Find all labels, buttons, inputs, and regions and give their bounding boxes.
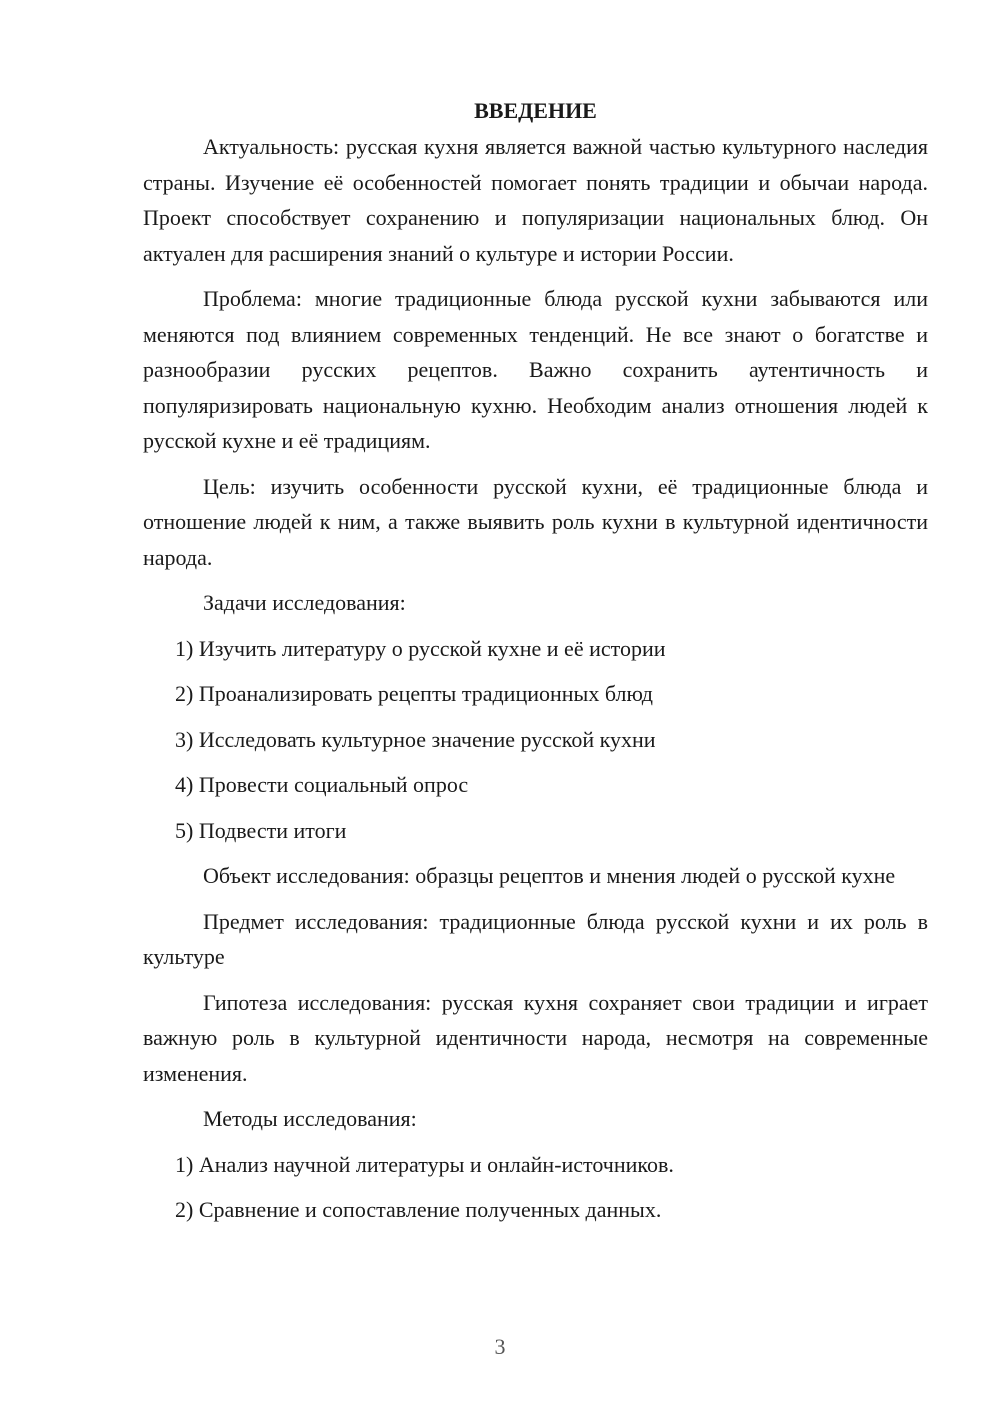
list-item: 5) Подвести итоги	[175, 817, 347, 843]
methods-heading: Методы исследования:	[203, 1106, 417, 1131]
list-item: 1) Изучить литературу о русской кухне и её истории	[175, 635, 666, 661]
problem-paragraph: Проблема: многие традиционные блюда русской кухни забываются или меняются под влиянием современных тенденций. Не все знают о богатстве и разнообразии русских рецептов. Важно сохранить аутентичность и популяризировать национальную кухню. Необходим анализ отношения людей к русской кухне и её традициям.	[143, 286, 928, 453]
subject-paragraph: Предмет исследования: традиционные блюда русской кухни и их роль в культуре	[143, 908, 928, 969]
list-item: 4) Провести социальный опрос	[175, 772, 469, 797]
tasks-heading: Задачи исследования:	[203, 590, 406, 615]
list-item: 3) Исследовать культурное значение русской кухни	[175, 726, 656, 752]
tasks-list	[143, 631, 928, 849]
document-page	[143, 96, 928, 1228]
page-title: ВВЕДЕНИЕ	[474, 98, 597, 123]
list-item: 1) Анализ научной литературы и онлайн-источников.	[175, 1151, 674, 1177]
object-paragraph: Объект исследования: образцы рецептов и мнения людей о русской кухне	[203, 863, 896, 888]
relevance-paragraph: Актуальность: русская кухня является важной частью культурного наследия страны. Изучение её особенностей помогает понять традиции и обычаи народа. Проект способствует сохранению и популяризации национальных блюд. Он актуален для расширения знаний о культуре и истории России.	[143, 134, 928, 266]
goal-paragraph: Цель: изучить особенности русской кухни, её традиционные блюда и отношение людей к ним, а также выявить роль кухни в культурной идентичности народа.	[143, 473, 928, 570]
list-item: 2) Сравнение и сопоставление полученных данных.	[175, 1197, 662, 1222]
page-number: 3	[494, 1334, 506, 1359]
list-item: 2) Проанализировать рецепты традиционных блюд	[175, 681, 653, 706]
hypothesis-paragraph: Гипотеза исследования: русская кухня сохраняет свои традиции и играет важную роль в культурной идентичности народа, несмотря на современные изменения.	[143, 989, 928, 1086]
methods-list	[143, 1147, 928, 1228]
